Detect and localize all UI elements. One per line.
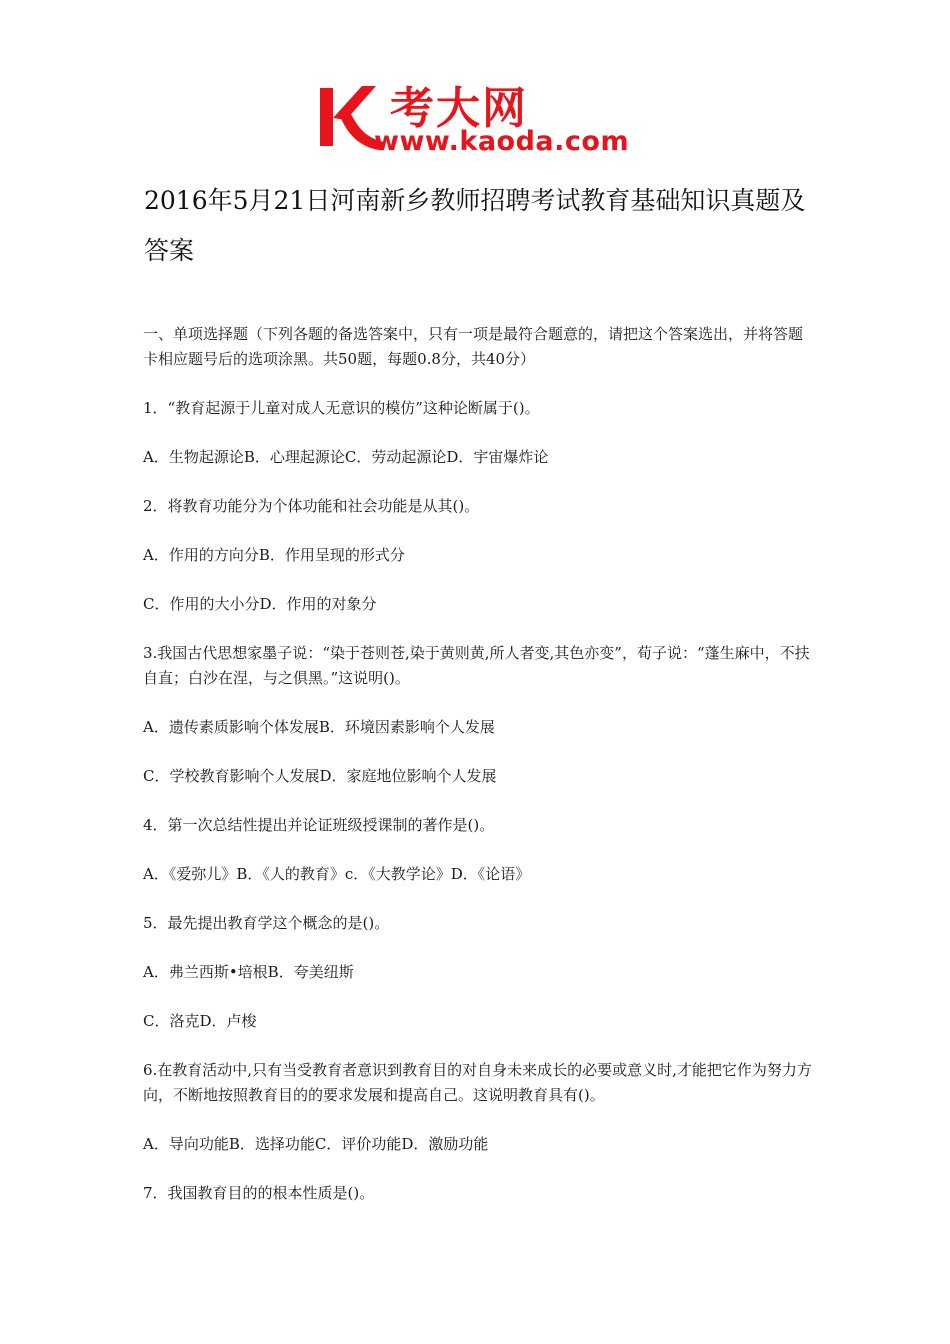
question-4: 4．第一次总结性提出并论证班级授课制的著作是()。 [143,816,495,834]
document-body [143,322,815,1230]
question-3: 3.我国古代思想家墨子说：“染于苍则苍,染于黄则黄,所人者变,其色亦变”，荀子说：“蓬生麻中，不扶自直；白沙在涅，与之俱黑。”这说明()。 [143,644,810,687]
question-3-options-cd: C．学校教育影响个人发展D．家庭地位影响个人发展 [143,767,497,785]
question-2-options-ab: A．作用的方向分B．作用呈现的形式分 [143,546,405,564]
question-5-options-cd: C．洛克D．卢梭 [143,1012,257,1030]
logo-url-text: www.kaoda.com [374,126,630,157]
section-heading: 一、单项选择题（下列各题的备选答案中，只有一项是最符合题意的，请把这个答案选出，并将答题卡相应题号后的选项涂黑。共50题，每题0.8分，共40分） [143,325,804,368]
question-1: 1．“教育起源于儿童对成人无意识的模仿”这种论断属于()。 [143,399,540,417]
question-5-options-ab: A．弗兰西斯•培根B．夸美纽斯 [143,963,354,981]
logo-brand-text: 考大网 [390,83,528,134]
question-3-options-ab: A．遗传素质影响个体发展B．环境因素影响个人发展 [143,718,495,736]
site-logo[interactable] [318,78,638,158]
document-title: 2016年5月21日河南新乡教师招聘考试教育基础知识真题及答案 [144,186,806,265]
question-5: 5．最先提出教育学这个概念的是()。 [143,914,390,932]
question-1-options: A．生物起源论B．心理起源论C．劳动起源论D．宇宙爆炸论 [143,448,549,466]
question-6-options: A．导向功能B．选择功能C．评价功能D．激励功能 [143,1135,489,1153]
question-4-options: A．《爱弥儿》B．《人的教育》c．《大教学论》D．《论语》 [143,865,531,883]
question-6: 6.在教育活动中,只有当受教育者意识到教育目的对自身未来成长的必要或意义时,才能把它作为努力方向，不断地按照教育目的的要求发展和提高自己。这说明教育具有()。 [143,1061,812,1104]
question-2-options-cd: C．作用的大小分D．作用的对象分 [143,595,377,613]
question-2: 2．将教育功能分为个体功能和社会功能是从其()。 [143,497,480,515]
question-7: 7．我国教育目的的根本性质是()。 [143,1184,375,1202]
